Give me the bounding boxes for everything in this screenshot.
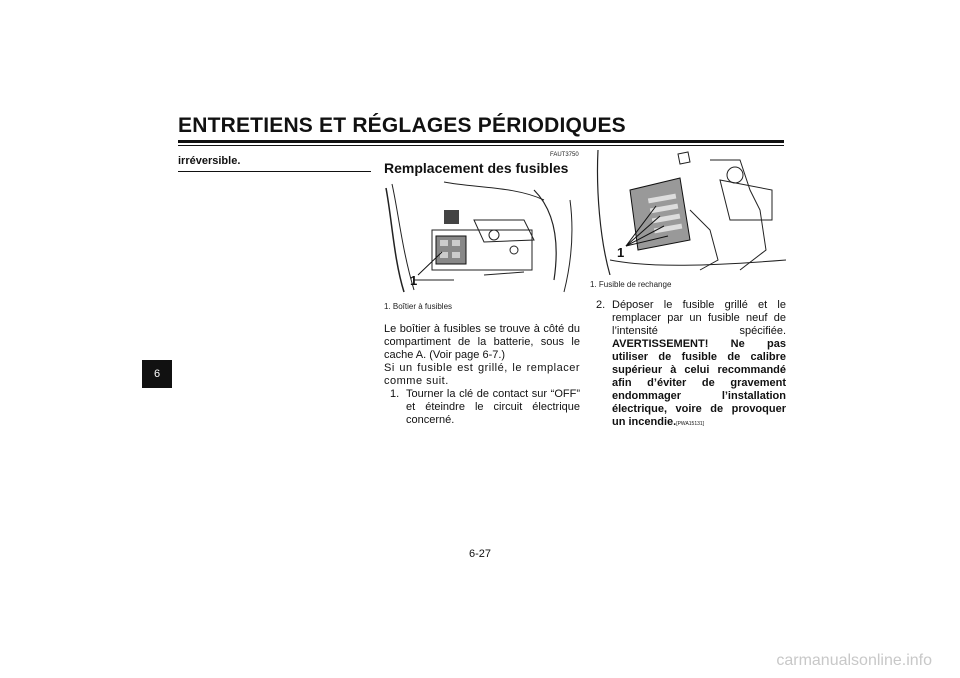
figure2-caption: 1. Fusible de rechange (590, 280, 672, 289)
section-title: Remplacement des fusibles (384, 160, 569, 176)
chapter-tab: 6 (142, 360, 172, 388)
watermark: carmanualsonline.info (776, 652, 932, 669)
figure1-caption: 1. Boîtier à fusibles (384, 302, 453, 311)
step-1-text: Tourner la clé de contact sur “OFF” et éteindre le circuit électrique concerné. (406, 388, 580, 426)
column1-text: irréversible. (178, 155, 241, 167)
step-1-number: 1. (390, 388, 400, 400)
figure2-callout: 1 (617, 245, 625, 260)
column1-rule (178, 171, 371, 172)
step-1 (384, 388, 580, 427)
step-2-number: 2. (596, 299, 606, 311)
step-2-warning-code: [PWA15131] (676, 421, 705, 427)
header-rule-thin (178, 145, 784, 146)
body-paragraph-2: Si un fusible est grillé, le remplacer comme suit. (384, 362, 580, 387)
figure1-callout: 1 (410, 273, 418, 288)
page-header-title: ENTRETIENS ET RÉGLAGES PÉRIODIQUES (178, 114, 626, 137)
header-rule (178, 140, 784, 143)
step-2-warning: AVERTISSEMENT! Ne pas utiliser de fusible de calibre supérieur à celui recommandé afin d’éviter de gravement endommager l’installation électrique, voire de provoquer un incendie. (612, 338, 786, 428)
step-2 (590, 299, 786, 431)
body-paragraph-1: Le boîtier à fusibles se trouve à côté du compartiment de la batterie, sous le cache A. (Voir page 6-7.) (384, 323, 580, 361)
page-number: 6-27 (468, 548, 492, 560)
step-2-text: Déposer le fusible grillé et le remplacer par un fusible neuf de l’intensité spécifiée. (612, 299, 786, 337)
section-code: FAUT3750 (550, 152, 579, 158)
